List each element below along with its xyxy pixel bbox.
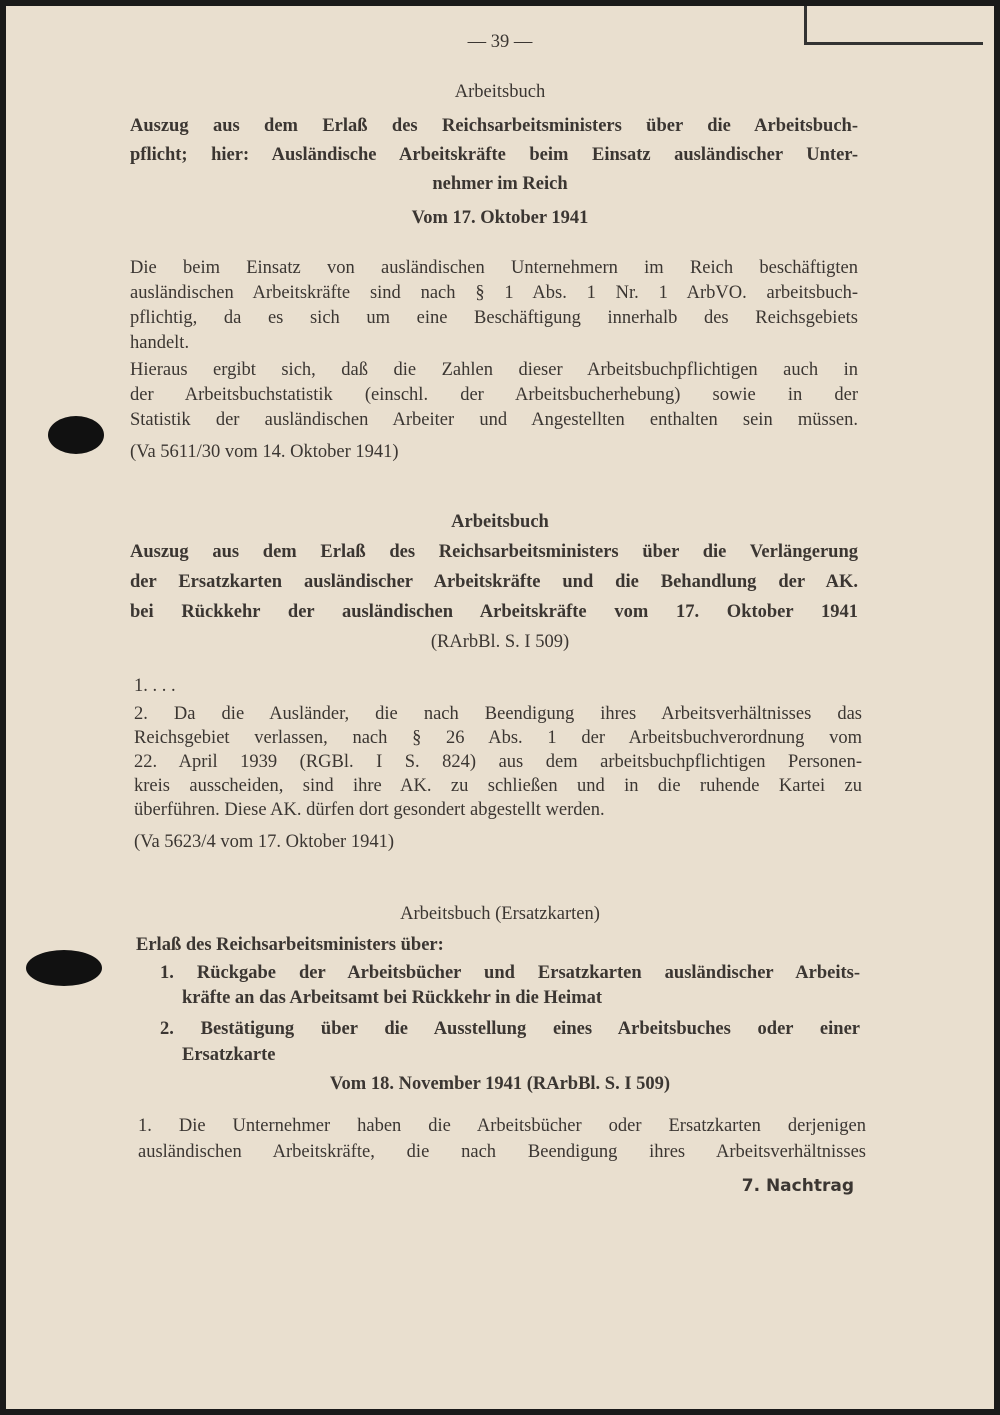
body-line: 1. . . . [134, 676, 176, 696]
punch-hole [48, 416, 104, 454]
body-line: 22. April 1939 (RGBl. I S. 824) aus dem arbeitsbuchpflichtigen Personen- [134, 752, 862, 772]
section-2-citation: (Va 5623/4 vom 17. Oktober 1941) [134, 832, 394, 852]
body-line: der Arbeitsbuchstatistik (einschl. der Arbeitsbucherhebung) sowie in der [130, 385, 858, 405]
body-line: Hieraus ergibt sich, daß die Zahlen dieser Arbeitsbuchpflichtigen auch in [130, 360, 858, 380]
section-1-title: nehmer im Reich [432, 174, 568, 194]
section-2-title: der Ersatzkarten ausländischer Arbeitskräfte und die Behandlung der AK. [130, 572, 858, 592]
section-1-heading: Arbeitsbuch [454, 82, 546, 102]
body-line: 1. Die Unternehmer haben die Arbeitsbücher oder Ersatzkarten derjenigen [138, 1116, 866, 1136]
body-line: überführen. Diese AK. dürfen dort gesondert abgestellt werden. [134, 800, 605, 820]
section-1-citation: (Va 5611/30 vom 14. Oktober 1941) [130, 442, 399, 462]
list-item: Ersatzkarte [182, 1045, 276, 1065]
section-3-intro: Erlaß des Reichsarbeitsministers über: [136, 935, 444, 955]
section-2-source: (RArbBl. S. I 509) [430, 632, 570, 652]
document-page [6, 6, 994, 1409]
body-line: handelt. [130, 333, 190, 353]
body-line: pflichtig, da es sich um eine Beschäftigung innerhalb des Reichsgebiets [130, 308, 858, 328]
punch-hole [26, 950, 102, 986]
list-item: 1. Rückgabe der Arbeitsbücher und Ersatzkarten ausländischer Arbeits- [160, 963, 860, 983]
body-line: ausländischen Arbeitskräfte sind nach § 1 Abs. 1 Nr. 1 ArbVO. arbeitsbuch- [130, 283, 858, 303]
body-line: Statistik der ausländischen Arbeiter und Angestellten enthalten sein müssen. [130, 410, 858, 430]
supplement-label: 7. Nachtrag [741, 1176, 854, 1196]
section-2-title: bei Rückkehr der ausländischen Arbeitskräfte vom 17. Oktober 1941 [130, 602, 858, 622]
section-2-heading: Arbeitsbuch [451, 512, 549, 532]
list-item: 2. Bestätigung über die Ausstellung eines Arbeitsbuches oder einer [160, 1019, 860, 1039]
page-number: — 39 — [467, 32, 533, 52]
list-item: kräfte an das Arbeitsamt bei Rückkehr in die Heimat [182, 988, 603, 1008]
body-line: Reichsgebiet verlassen, nach § 26 Abs. 1 der Arbeitsbuchverordnung vom [134, 728, 862, 748]
section-1-title: Auszug aus dem Erlaß des Reichsarbeitsministers über die Arbeitsbuch- [130, 116, 858, 136]
body-line: ausländischen Arbeitskräfte, die nach Beendigung ihres Arbeitsverhältnisses [138, 1142, 866, 1162]
section-3-heading: Arbeitsbuch (Ersatzkarten) [400, 904, 600, 924]
body-line: 2. Da die Ausländer, die nach Beendigung ihres Arbeitsverhältnisses das [134, 704, 862, 724]
section-2-title: Auszug aus dem Erlaß des Reichsarbeitsministers über die Verlängerung [130, 542, 858, 562]
section-3-date: Vom 18. November 1941 (RArbBl. S. I 509) [329, 1074, 671, 1094]
section-1-title: pflicht; hier: Ausländische Arbeitskräfte beim Einsatz ausländischer Unter- [130, 145, 858, 165]
section-1-date: Vom 17. Oktober 1941 [411, 208, 589, 228]
body-line: Die beim Einsatz von ausländischen Unternehmern im Reich beschäftigten [130, 258, 858, 278]
body-line: kreis ausscheiden, sind ihre AK. zu schließen und in die ruhende Kartei zu [134, 776, 862, 796]
